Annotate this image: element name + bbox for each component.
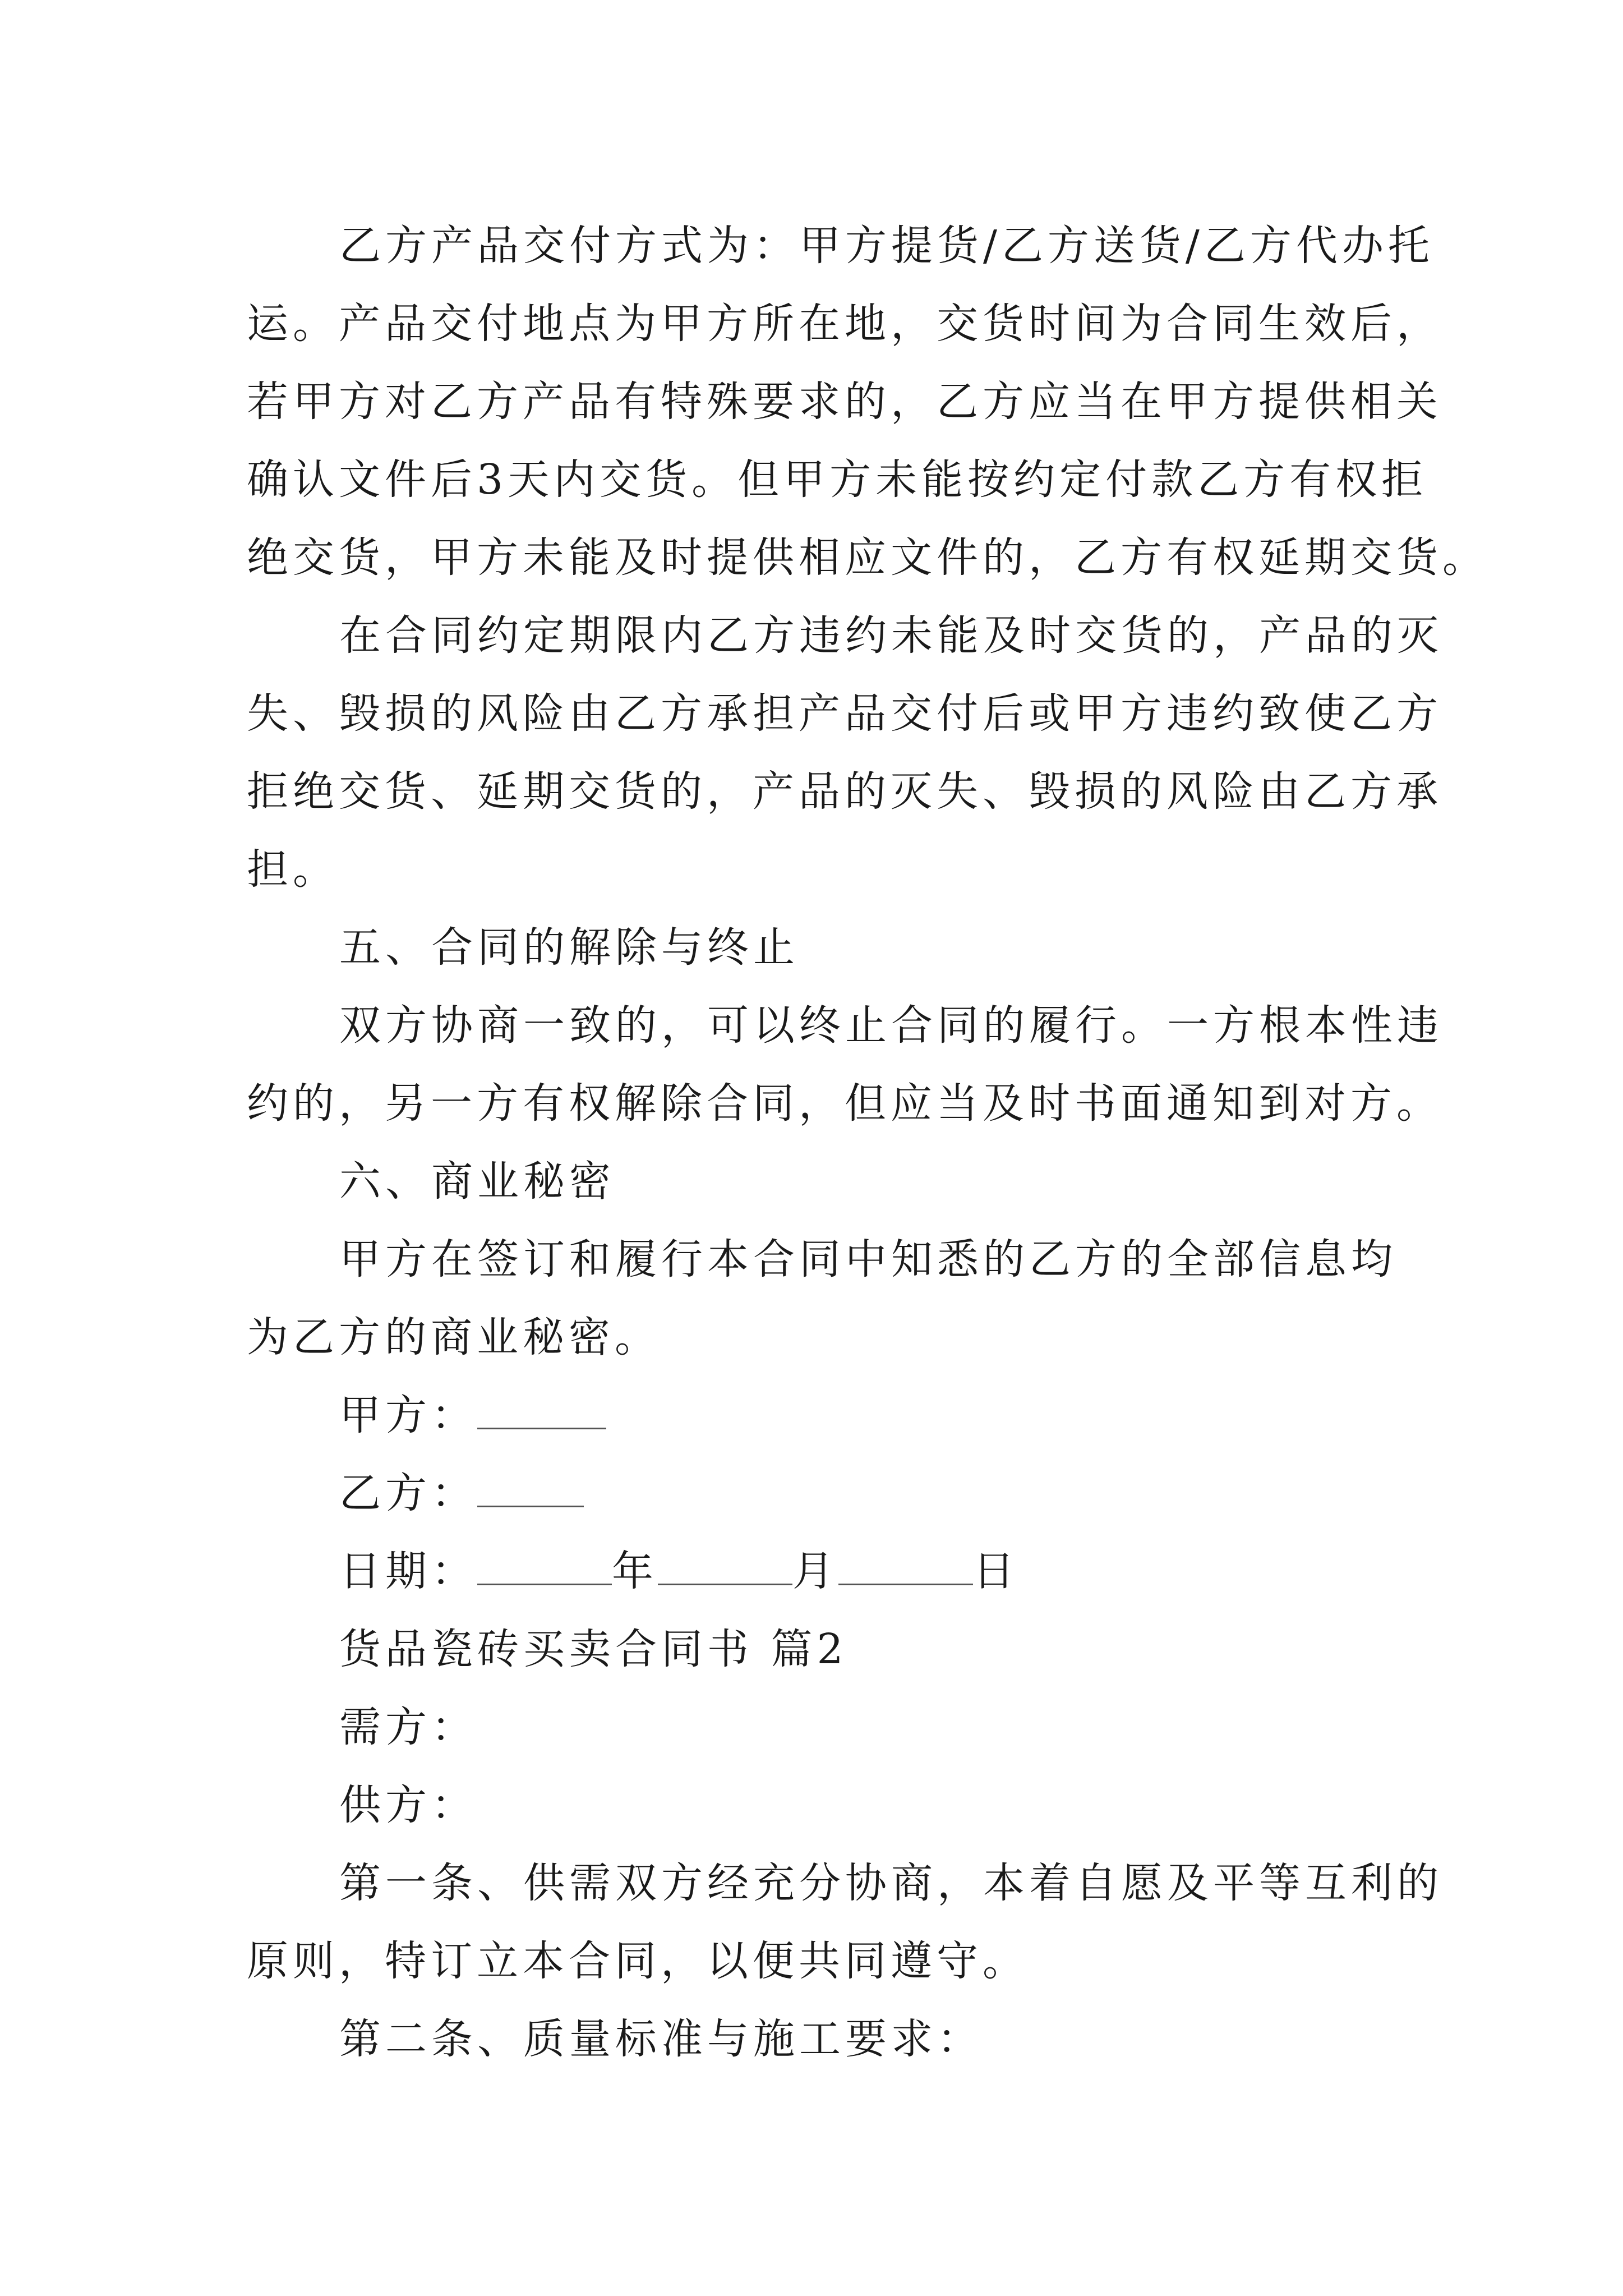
year-blank (477, 1550, 612, 1585)
party-b-label: 乙方： (339, 1469, 477, 1517)
day-label: 日 (973, 1547, 1019, 1595)
contract-title: 货品瓷砖买卖合同书 篇2 (339, 1625, 848, 1673)
day-blank (838, 1550, 973, 1585)
paragraph-line: 为乙方的商业秘密。 (247, 1313, 661, 1361)
paragraph-line: 确认文件后3天内交货。但甲方未能按约定付款乙方有权拒 (247, 455, 1428, 504)
month-label: 月 (792, 1547, 838, 1595)
paragraph-line: 约的，另一方有权解除合同，但应当及时书面通知到对方。 (247, 1079, 1442, 1128)
paragraph-line: 失、毁损的风险由乙方承担产品交付后或甲方违约致使乙方 (247, 689, 1442, 738)
article-2-heading: 第二条、质量标准与施工要求： (339, 2015, 983, 2063)
party-a-blank (477, 1394, 606, 1429)
party-b-blank (477, 1472, 584, 1507)
year-label: 年 (612, 1547, 658, 1595)
section-heading: 五、合同的解除与终止 (339, 923, 799, 972)
month-blank (658, 1550, 792, 1585)
paragraph-line: 运。产品交付地点为甲方所在地，交货时间为合同生效后， (247, 300, 1442, 348)
supplier-label: 供方： (339, 1781, 477, 1829)
paragraph-line: 在合同约定期限内乙方违约未能及时交货的，产品的灭 (339, 611, 1443, 660)
paragraph-line: 甲方在签订和履行本合同中知悉的乙方的全部信息均 (339, 1235, 1397, 1283)
party-a-label: 甲方： (339, 1391, 477, 1439)
date-line (339, 1544, 1019, 1598)
paragraph-line: 担。 (247, 845, 339, 894)
party-a-signature (339, 1388, 606, 1442)
paragraph-line: 双方协商一致的，可以终止合同的履行。一方根本性违 (339, 1001, 1443, 1050)
paragraph-line: 乙方产品交付方式为：甲方提货/乙方送货/乙方代办托 (339, 222, 1434, 270)
buyer-label: 需方： (339, 1703, 477, 1751)
section-heading: 六、商业秘密 (339, 1157, 615, 1205)
paragraph-line: 若甲方对乙方产品有特殊要求的，乙方应当在甲方提供相关 (247, 378, 1442, 426)
paragraph-line: 拒绝交货、延期交货的，产品的灭失、毁损的风险由乙方承 (247, 767, 1442, 816)
party-b-signature (339, 1466, 584, 1520)
date-label: 日期： (339, 1547, 477, 1595)
article-1-line: 第一条、供需双方经充分协商，本着自愿及平等互利的 (339, 1859, 1443, 1907)
paragraph-line: 绝交货，甲方未能及时提供相应文件的，乙方有权延期交货。 (247, 533, 1488, 582)
article-1-line: 原则，特订立本合同，以便共同遵守。 (247, 1937, 1029, 1985)
